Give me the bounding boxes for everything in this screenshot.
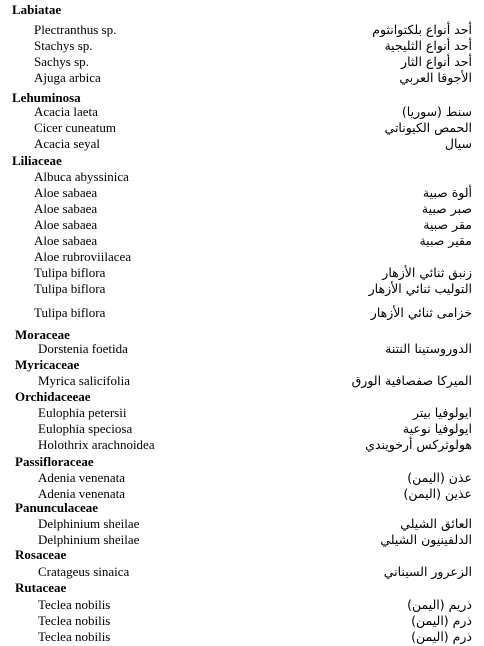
- scientific-name: Tulipa biflora: [34, 305, 106, 320]
- family-name: Orchidaceeae: [15, 389, 91, 404]
- species-row: [0, 217, 484, 233]
- scientific-name: Aloe sabaea: [34, 233, 98, 248]
- species-row: [0, 532, 484, 548]
- arabic-name: أحد أنواع الثليجية: [384, 38, 472, 53]
- scientific-name: Cicer cuneatum: [34, 120, 116, 135]
- arabic-name: الدوروستينا النتنة: [385, 341, 472, 356]
- species-row: [0, 405, 484, 421]
- scientific-name: Tulipa biflora: [34, 265, 106, 280]
- scientific-name: Aloe sabaea: [34, 217, 98, 232]
- arabic-name: مقير صبية: [419, 233, 472, 248]
- arabic-name: الحمص الكيوناتي: [384, 120, 472, 135]
- species-row: [0, 629, 484, 645]
- family-name: Rosaceae: [15, 547, 67, 562]
- scientific-name: Acacia laeta: [34, 104, 98, 119]
- species-row: [0, 470, 484, 486]
- arabic-name: عذين (اليمن): [403, 486, 472, 501]
- species-row: [0, 564, 484, 580]
- scientific-name: Teclea nobilis: [38, 613, 111, 628]
- family-name: Rutaceae: [15, 580, 67, 595]
- arabic-name: أحد أنواع الثار: [401, 54, 472, 69]
- family-name: Liliaceae: [12, 153, 62, 168]
- scientific-name: Aloe sabaea: [34, 185, 98, 200]
- family-name: Moraceae: [15, 327, 70, 342]
- scientific-name: Delphinium sheilae: [38, 532, 140, 547]
- family-heading-row: [0, 580, 484, 596]
- family-name: Panunculaceae: [15, 500, 99, 515]
- species-row: [0, 373, 484, 389]
- family-heading-row: [0, 389, 484, 405]
- scientific-name: Eulophia speciosa: [38, 421, 133, 436]
- species-row: [0, 613, 484, 629]
- species-row: [0, 70, 484, 86]
- family-heading-row: [0, 547, 484, 563]
- species-row: [0, 597, 484, 613]
- arabic-name: سيال: [444, 136, 472, 151]
- arabic-name: الدلفينيون الشيلي: [380, 532, 472, 547]
- scientific-name: Teclea nobilis: [38, 629, 111, 644]
- species-row: [0, 437, 484, 453]
- arabic-name: هولوثركس أرخويندي: [365, 437, 472, 452]
- scientific-name: Adenia venenata: [38, 470, 125, 485]
- scientific-name: Ajuga arbica: [34, 70, 101, 85]
- scientific-name: Teclea nobilis: [38, 597, 111, 612]
- scientific-name: Stachys sp.: [34, 38, 93, 53]
- species-row: [0, 233, 484, 249]
- arabic-name: الأجوقا العربي: [399, 70, 472, 85]
- arabic-name: ذريم (اليمن): [407, 597, 472, 612]
- species-row: [0, 265, 484, 281]
- arabic-name: العائق الشيلي: [400, 516, 472, 531]
- arabic-name: التوليب ثنائي الأزهار: [368, 281, 472, 296]
- species-row: [0, 104, 484, 120]
- species-row: [0, 22, 484, 38]
- arabic-name: ايولوفيا نوعية: [402, 421, 472, 436]
- family-heading-row: [0, 454, 484, 470]
- scientific-name: Adenia venenata: [38, 486, 125, 501]
- scientific-name: Acacia seyal: [34, 136, 101, 151]
- family-name: Passifloraceae: [15, 454, 94, 469]
- species-row: [0, 249, 484, 265]
- species-row: [0, 54, 484, 70]
- species-row: [0, 120, 484, 136]
- species-row: [0, 516, 484, 532]
- scientific-name: Tulipa biflora: [34, 281, 106, 296]
- family-heading-row: [0, 153, 484, 169]
- arabic-name: ألوة صبية: [422, 185, 472, 200]
- family-heading-row: [0, 500, 484, 516]
- scientific-name: Plectranthus sp.: [34, 22, 117, 37]
- family-name: Myricaceae: [15, 357, 80, 372]
- arabic-name: الزعرور السيناني: [383, 564, 472, 579]
- family-heading-row: [0, 2, 484, 18]
- arabic-name: مقر صبية: [423, 217, 472, 232]
- family-name: Labiatae: [12, 2, 62, 17]
- family-heading-row: [0, 357, 484, 373]
- arabic-name: عذن (اليمن): [407, 470, 472, 485]
- scientific-name: Sachys sp.: [34, 54, 89, 69]
- scientific-name: Cratageus sinaica: [38, 564, 130, 579]
- species-row: [0, 281, 484, 297]
- scientific-name: Aloe sabaea: [34, 201, 98, 216]
- scientific-name: Aloe rubroviilacea: [34, 249, 132, 264]
- scientific-name: Albuca abyssinica: [34, 169, 129, 184]
- arabic-name: زنبق ثنائي الأزهار: [382, 265, 472, 280]
- arabic-name: سنط (سوريا): [401, 104, 472, 119]
- scientific-name: Delphinium sheilae: [38, 516, 140, 531]
- arabic-name: ذرم (اليمن): [411, 629, 472, 644]
- arabic-name: أحد أنواع بلكتوانثوم: [372, 22, 472, 37]
- species-row: [0, 201, 484, 217]
- species-row: [0, 185, 484, 201]
- scientific-name: Eulophia petersii: [38, 405, 127, 420]
- scientific-name: Holothrix arachnoidea: [38, 437, 155, 452]
- species-row: [0, 136, 484, 152]
- scientific-name: Dorstenia foetida: [38, 341, 128, 356]
- species-row: [0, 341, 484, 357]
- species-row: [0, 305, 484, 321]
- arabic-name: خزامى ثنائي الأزهار: [370, 305, 472, 320]
- species-row: [0, 421, 484, 437]
- scientific-name: Myrica salicifolia: [38, 373, 131, 388]
- arabic-name: الميركا صفصافية الورق: [351, 373, 472, 388]
- arabic-name: ذرم (اليمن): [411, 613, 472, 628]
- family-name: Lehuminosa: [12, 90, 81, 105]
- arabic-name: ايولوفيا بيتر: [412, 405, 472, 420]
- species-row: [0, 38, 484, 54]
- species-row: [0, 169, 484, 185]
- arabic-name: صبر صبية: [421, 201, 472, 216]
